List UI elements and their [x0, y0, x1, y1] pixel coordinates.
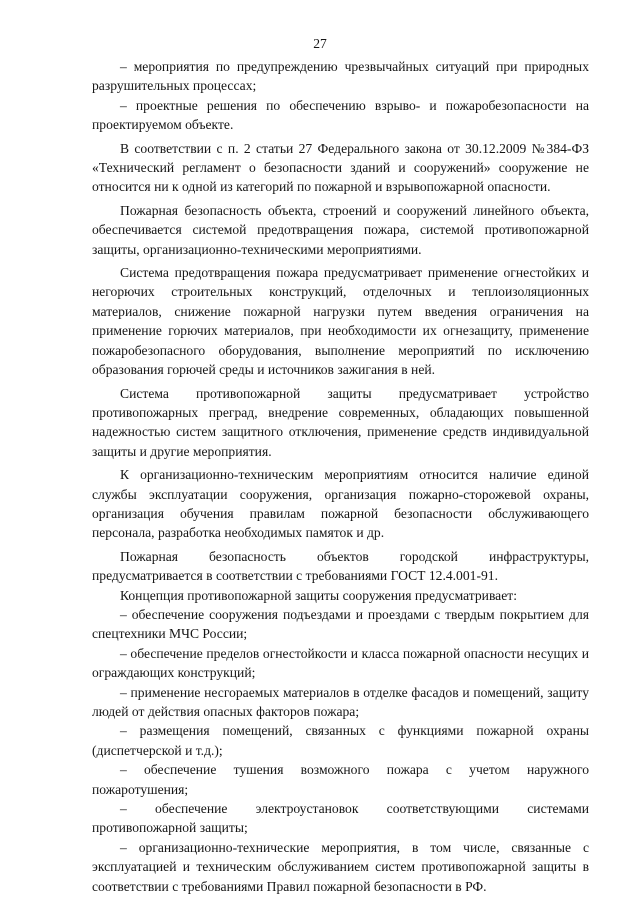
list-item: – обеспечение тушения возможного пожара с учетом наружного пожаротушения; [92, 762, 589, 797]
list-item: – размещения помещений, связанных с функциями пожарной охраны (диспетчерской и т.д.); [92, 723, 589, 758]
paragraph: К организационно-техническим мероприятиям относится наличие единой службы эксплуатации сооружения, организация пожарно-сторожевой охраны, организация обучения правилам пожарной безопасности обслуживающего персонала, разработка необходимых памяток и др. [92, 467, 589, 541]
paragraph: – проектные решения по обеспечению взрыво- и пожаробезопасности на проектируемом объекте. [92, 97, 589, 133]
paragraph: Система предотвращения пожара предусматривает применение огнестойких и негорючих строительных конструкций, отделочных и теплоизоляционных материалов, снижение пожарной нагрузки путем введения ограничения на применение горючих материалов, при необходимости их огнезащиту, применение пожаробезопасного оборудования, выполнение мероприятий по исключению образования горючей среды и источников зажигания в ней. [92, 265, 589, 378]
paragraph: Система противопожарной защиты предусматривает устройство противопожарных преград, внедрение современных, обладающих повышенной надежностью систем защитного отключения, применение средств индивидуальной защиты и другие мероприятия. [92, 385, 589, 459]
document-body [92, 57, 589, 896]
list-item: – обеспечение сооружения подъездами и проездами с твердым покрытием для спецтехники МЧС России; [92, 606, 589, 642]
list-item: – организационно-технические мероприятия, в том числе, связанные с эксплуатацией и техническим обслуживанием систем противопожарной защиты в соответствии с требованиями Правил пожарной безопасности в РФ. [92, 839, 589, 894]
page-number: 27 [313, 36, 327, 51]
paragraph: Пожарная безопасность объекта, строений и сооружений линейного объекта, обеспечивается системой предотвращения пожара, системой противопожарной защиты, организационно-техническими мероприятиями. [92, 202, 589, 257]
list-item: – обеспечение электроустановок соответствующими системами противопожарной защиты; [92, 801, 589, 836]
paragraph: – мероприятия по предупреждению чрезвычайных ситуаций при природных разрушительных процессах; [92, 59, 589, 94]
paragraph: Концепция противопожарной защиты сооружения предусматривает: [120, 587, 517, 603]
list-item: – обеспечение пределов огнестойкости и класса пожарной опасности несущих и ограждающих конструкций; [92, 645, 589, 681]
paragraph: В соответствии с п. 2 статьи 27 Федерального закона от 30.12.2009 №384-ФЗ «Технический регламент о безопасности зданий и сооружений» сооружение не относится ни к одной из категорий по пожарной и взрывопожарной опасности. [92, 140, 589, 195]
list-item: – применение несгораемых материалов в отделке фасадов и помещений, защиту людей от действия опасных факторов пожара; [92, 684, 589, 719]
paragraph: Пожарная безопасность объектов городской инфраструктуры, предусматривается в соответствии с требованиями ГОСТ 12.4.001-91. [92, 548, 589, 584]
